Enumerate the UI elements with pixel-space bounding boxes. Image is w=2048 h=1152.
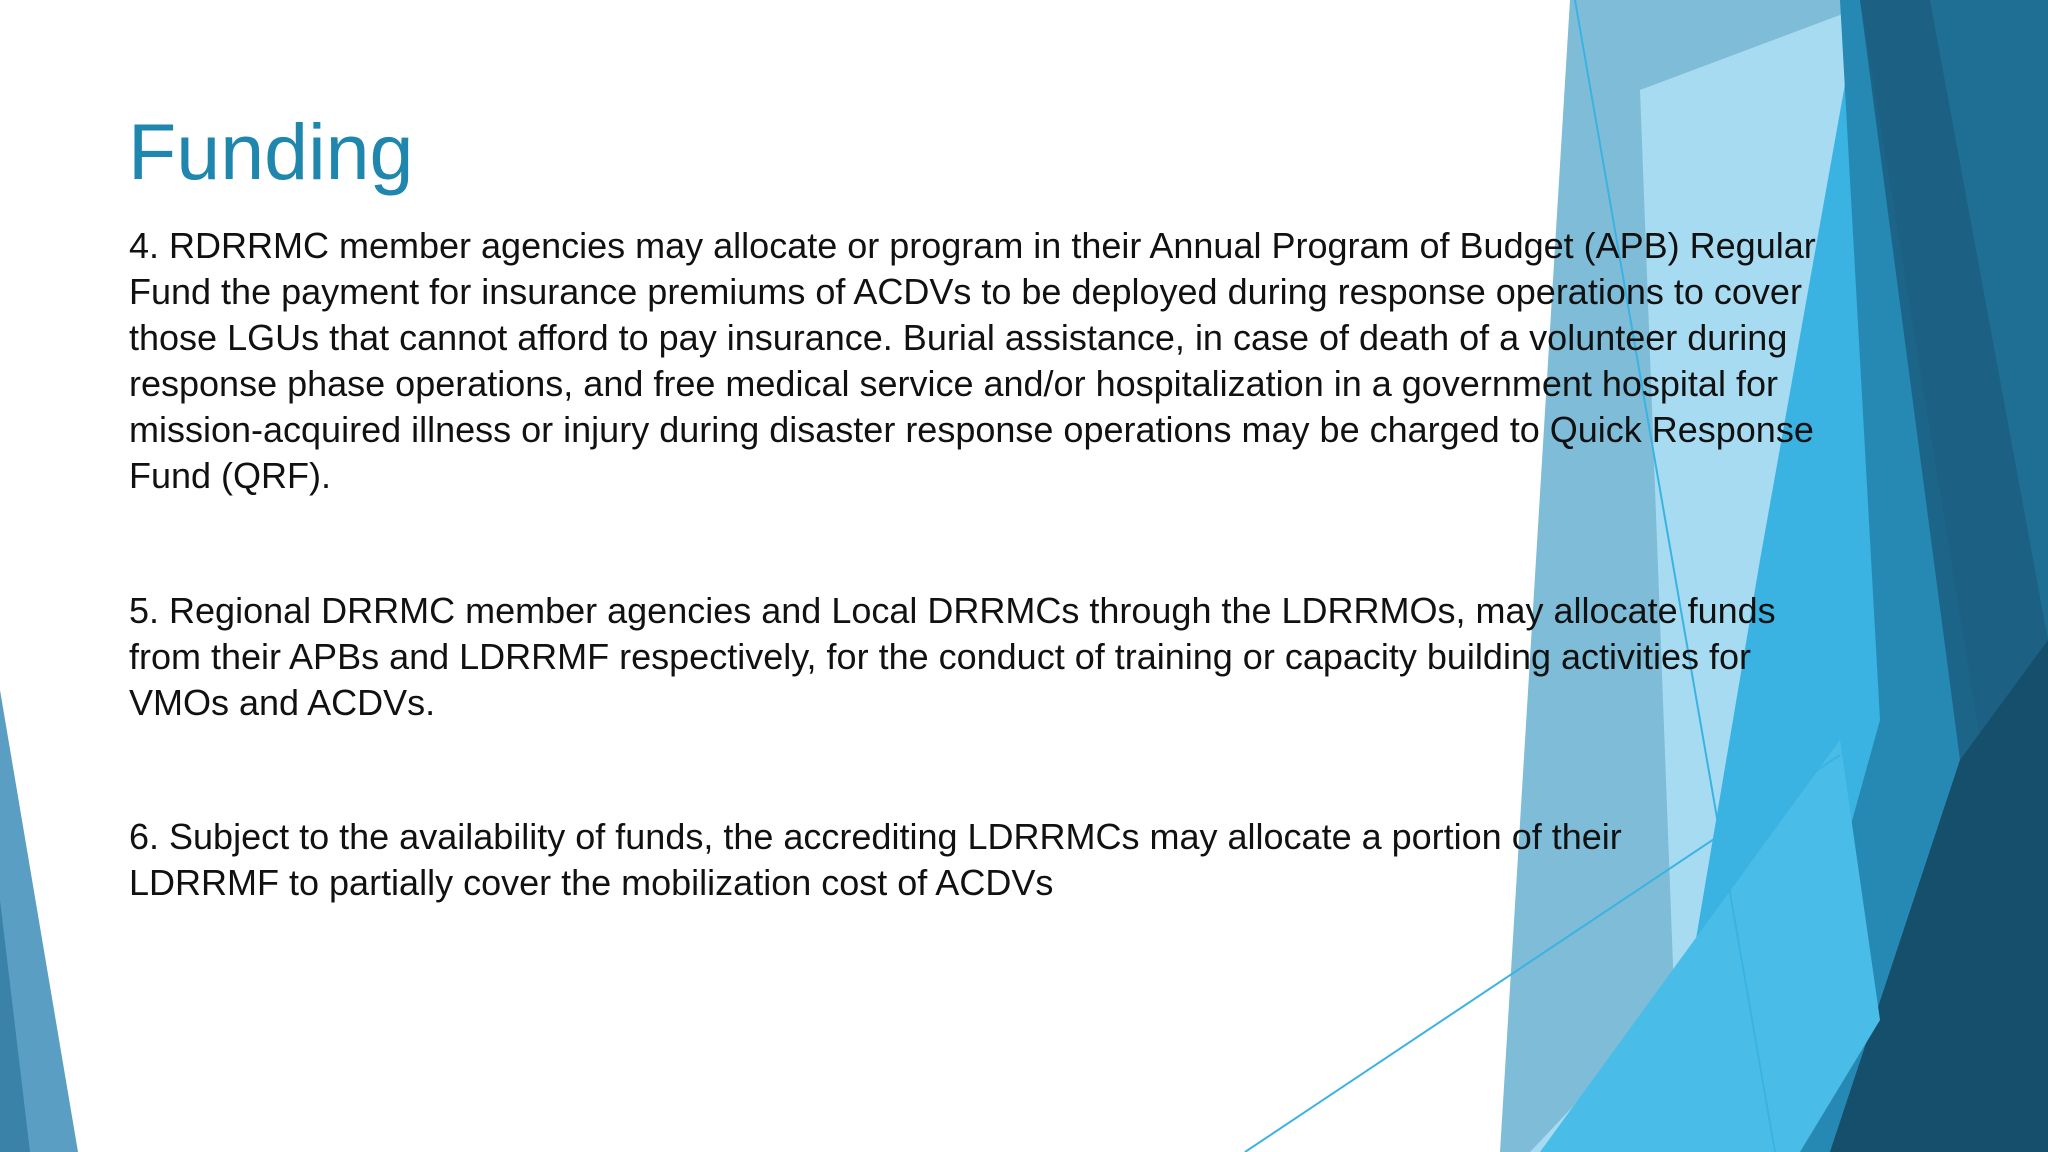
- paragraph-item-5: 5. Regional DRRMC member agencies and Local DRRMCs through the LDRRMOs, may allocate funds from their APBs and LDRRMF respectively, for the conduct of training or capacity building activities for VMOs and ACDVs.: [129, 590, 1776, 723]
- slide-title: Funding: [128, 107, 414, 196]
- paragraph-item-4: 4. RDRRMC member agencies may allocate or program in their Annual Program of Budget (APB) Regular Fund the payment for insurance premiums of ACDVs to be deployed during response operations to cover those LGUs that cannot afford to pay insurance. Burial assistance, in case of death of a volunteer during response phase operations, and free medical service and/or hospitalization in a government hospital for mission-acquired illness or injury during disaster response operations may be charged to Quick Response Fund (QRF).: [129, 225, 1816, 496]
- paragraph-item-6: 6. Subject to the availability of funds, the accrediting LDRRMCs may allocate a portion of their LDRRMF to partially cover the mobilization cost of ACDVs: [129, 816, 1622, 903]
